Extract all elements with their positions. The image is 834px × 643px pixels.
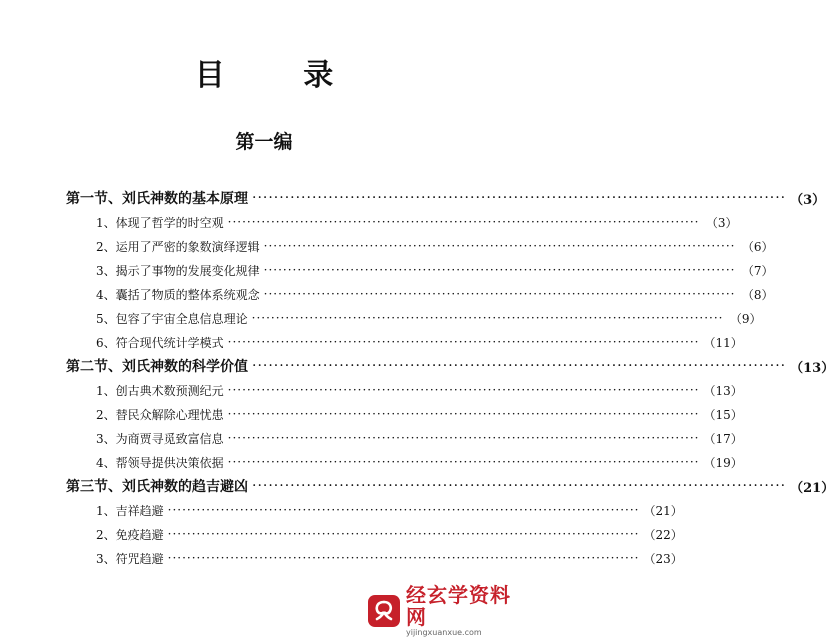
toc-section-row: [66, 474, 834, 498]
watermark-logo-icon: [368, 595, 400, 627]
toc-leader-dots: ··································································································: [227, 215, 700, 229]
toc-entry-label: 3、揭示了事物的发展变化规律: [96, 263, 260, 278]
part-heading: 第一编: [235, 131, 293, 153]
toc-leader-dots: ··································································································: [227, 431, 700, 445]
toc-page-number: （23）: [643, 551, 683, 566]
toc-item-row: [66, 498, 683, 522]
watermark: [368, 583, 518, 637]
toc-leader-dots: ··································································································: [167, 503, 640, 517]
toc-page-number: （13）: [790, 360, 834, 376]
toc-page-number: （22）: [643, 527, 683, 542]
toc-item-row: [66, 426, 743, 450]
toc-item-row: [66, 402, 743, 426]
toc-page-number: （21）: [790, 480, 834, 496]
toc-page-number: （3）: [790, 192, 826, 208]
toc-entry-label: 2、免疫趋避: [96, 527, 164, 542]
toc-entry-label: 1、吉祥趋避: [96, 503, 164, 518]
toc-leader-dots: ··································································································: [252, 190, 787, 206]
toc-entry-label: 4、帮领导提供决策依据: [96, 455, 224, 470]
toc-page-number: （8）: [741, 287, 774, 302]
toc-page-number: （9）: [729, 311, 762, 326]
watermark-site-name: 经玄学资料网: [406, 583, 511, 629]
toc-item-row: [66, 546, 683, 570]
toc-page-number: （11）: [703, 335, 743, 350]
toc-leader-dots: ··································································································: [167, 527, 640, 541]
toc-leader-dots: ··································································································: [263, 263, 736, 277]
toc-page-number: （3）: [705, 215, 738, 230]
toc-page-number: （19）: [703, 455, 743, 470]
toc-section-row: [66, 186, 826, 210]
toc-entry-label: 2、运用了严密的象数演绎逻辑: [96, 239, 260, 254]
toc-section-row: [66, 354, 834, 378]
toc-entry-label: 第三节、刘氏神数的趋吉避凶: [66, 479, 248, 495]
toc-entry-label: 第一节、刘氏神数的基本原理: [66, 191, 248, 207]
toc-leader-dots: ··································································································: [263, 287, 736, 301]
toc-entry-label: 3、为商贾寻觅致富信息: [96, 431, 224, 446]
toc-leader-dots: ··································································································: [227, 407, 700, 421]
toc-entry-label: 6、符合现代统计学模式: [96, 335, 224, 350]
toc-item-row: [66, 330, 743, 354]
toc-item-row: [66, 258, 774, 282]
toc-entry-label: 3、符咒趋避: [96, 551, 164, 566]
toc-entry-label: 4、囊括了物质的整体系统观念: [96, 287, 260, 302]
watermark-site-url: yijingxuanxue.com: [406, 628, 482, 637]
toc-page-number: （13）: [703, 383, 743, 398]
toc-leader-dots: ··································································································: [251, 311, 724, 325]
toc-item-row: [66, 282, 774, 306]
toc-leader-dots: ··································································································: [252, 358, 787, 374]
toc-page-number: （15）: [703, 407, 743, 422]
toc-leader-dots: ··································································································: [227, 383, 700, 397]
toc-item-row: [66, 234, 774, 258]
toc-leader-dots: ··································································································: [263, 239, 736, 253]
toc-leader-dots: ··································································································: [167, 551, 640, 565]
toc-entry-label: 1、创古典术数预测纪元: [96, 383, 224, 398]
table-of-contents: [66, 186, 834, 570]
toc-leader-dots: ··································································································: [252, 478, 787, 494]
toc-page-number: （7）: [741, 263, 774, 278]
toc-item-row: [66, 522, 683, 546]
toc-entry-label: 1、体现了哲学的时空观: [96, 215, 224, 230]
toc-entry-label: 第二节、刘氏神数的科学价值: [66, 359, 248, 375]
toc-item-row: [66, 210, 738, 234]
toc-leader-dots: ··································································································: [227, 455, 700, 469]
toc-page-number: （21）: [643, 503, 683, 518]
toc-item-row: [66, 306, 762, 330]
toc-entry-label: 2、替民众解除心理忧患: [96, 407, 224, 422]
toc-page-number: （17）: [703, 431, 743, 446]
toc-item-row: [66, 450, 743, 474]
toc-item-row: [66, 378, 743, 402]
toc-leader-dots: ··································································································: [227, 335, 700, 349]
toc-entry-label: 5、包容了宇宙全息信息理论: [96, 311, 248, 326]
page-title: 目 录: [194, 58, 368, 93]
toc-page-number: （6）: [741, 239, 774, 254]
